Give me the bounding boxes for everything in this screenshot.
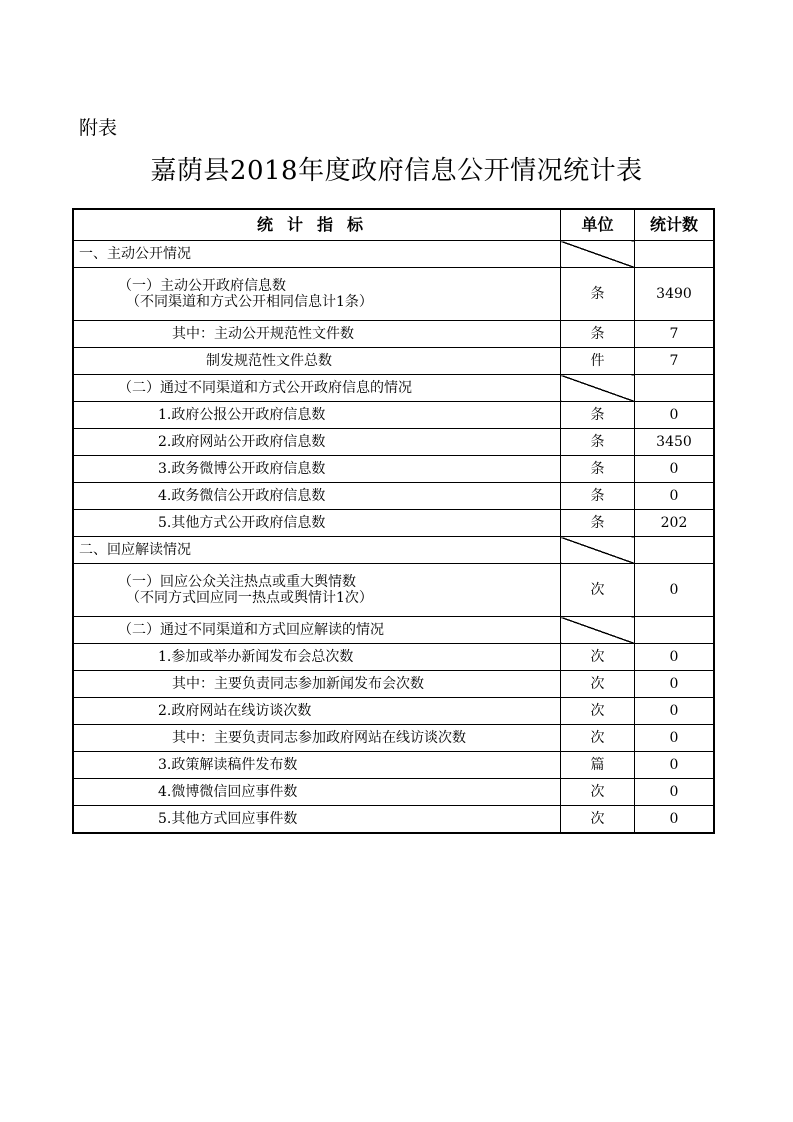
row-sublabel: （不同渠道和方式公开相同信息计1条） (126, 294, 373, 310)
row-unit: 次 (561, 564, 635, 617)
row-label: 1.政府公报公开政府信息数 (73, 402, 561, 429)
row-value: 0 (635, 779, 715, 806)
row-unit: 件 (561, 348, 635, 375)
row-value: 3450 (635, 429, 715, 456)
row-unit: 条 (561, 321, 635, 348)
row-sublabel: （不同方式回应同一热点或舆情计1次） (126, 590, 373, 606)
row-value: 0 (635, 752, 715, 779)
header-indicator: 统计指标 (73, 209, 561, 241)
page-title: 嘉荫县2018年度政府信息公开情况统计表 (150, 156, 643, 186)
row-label: （二）通过不同渠道和方式回应解读的情况 (73, 617, 561, 644)
row-label: 4.微博微信回应事件数 (73, 779, 561, 806)
table-row (73, 268, 714, 321)
table-row (73, 456, 714, 483)
table-row (73, 402, 714, 429)
row-value (635, 241, 715, 268)
row-label: 其中：主要负责同志参加新闻发布会次数 (73, 671, 561, 698)
table-row (73, 483, 714, 510)
header-value: 统计数 (635, 209, 715, 241)
row-unit: 次 (561, 806, 635, 834)
row-value: 0 (635, 564, 715, 617)
row-value: 202 (635, 510, 715, 537)
row-label: 4.政务微信公开政府信息数 (73, 483, 561, 510)
row-unit: 条 (561, 510, 635, 537)
row-value: 0 (635, 671, 715, 698)
table-row (73, 644, 714, 671)
row-unit: 次 (561, 779, 635, 806)
row-value: 0 (635, 698, 715, 725)
row-label: 其中：主要负责同志参加政府网站在线访谈次数 (73, 725, 561, 752)
row-label: 制发规范性文件总数 (73, 348, 561, 375)
table-header-row (73, 209, 714, 241)
row-value: 3490 (635, 268, 715, 321)
row-value (635, 617, 715, 644)
row-unit: 篇 (561, 752, 635, 779)
row-unit (561, 241, 635, 268)
row-value: 0 (635, 725, 715, 752)
annex-label: 附表 (79, 117, 118, 139)
row-value: 0 (635, 644, 715, 671)
row-label: 二、回应解读情况 (73, 537, 561, 564)
row-unit: 条 (561, 402, 635, 429)
row-unit: 次 (561, 698, 635, 725)
row-unit (561, 617, 635, 644)
row-unit: 次 (561, 644, 635, 671)
table-row (73, 725, 714, 752)
table-row (73, 617, 714, 644)
row-unit (561, 537, 635, 564)
row-unit: 条 (561, 268, 635, 321)
table-row (73, 348, 714, 375)
row-value: 0 (635, 483, 715, 510)
row-value (635, 375, 715, 402)
row-label: 2.政府网站公开政府信息数 (73, 429, 561, 456)
row-label: 3.政务微博公开政府信息数 (73, 456, 561, 483)
table-row (73, 375, 714, 402)
row-label: 1.参加或举办新闻发布会总次数 (73, 644, 561, 671)
row-value: 0 (635, 456, 715, 483)
row-label: 其中：主动公开规范性文件数 (73, 321, 561, 348)
row-unit: 条 (561, 456, 635, 483)
table-row (73, 321, 714, 348)
row-unit: 次 (561, 671, 635, 698)
row-label: 5.其他方式公开政府信息数 (73, 510, 561, 537)
table-row (73, 241, 714, 268)
row-label: （一）主动公开政府信息数 (118, 278, 286, 294)
table-row (73, 510, 714, 537)
row-unit (561, 375, 635, 402)
row-label: 一、主动公开情况 (73, 241, 561, 268)
row-value: 0 (635, 806, 715, 834)
row-label-cell (73, 268, 561, 321)
table-row (73, 671, 714, 698)
row-label: 3.政策解读稿件发布数 (73, 752, 561, 779)
row-label: 2.政府网站在线访谈次数 (73, 698, 561, 725)
table-row (73, 698, 714, 725)
table-row (73, 779, 714, 806)
row-value: 0 (635, 402, 715, 429)
row-label: 5.其他方式回应事件数 (73, 806, 561, 834)
statistics-table (72, 208, 715, 834)
table-row (73, 752, 714, 779)
row-value (635, 537, 715, 564)
table-row (73, 537, 714, 564)
row-label: （一）回应公众关注热点或重大舆情数 (118, 574, 356, 590)
row-label: （二）通过不同渠道和方式公开政府信息的情况 (73, 375, 561, 402)
row-unit: 条 (561, 483, 635, 510)
header-unit: 单位 (561, 209, 635, 241)
row-unit: 条 (561, 429, 635, 456)
table-row (73, 564, 714, 617)
table-row (73, 429, 714, 456)
row-value: 7 (635, 348, 715, 375)
row-value: 7 (635, 321, 715, 348)
table-row (73, 806, 714, 834)
row-label-cell (73, 564, 561, 617)
row-unit: 次 (561, 725, 635, 752)
